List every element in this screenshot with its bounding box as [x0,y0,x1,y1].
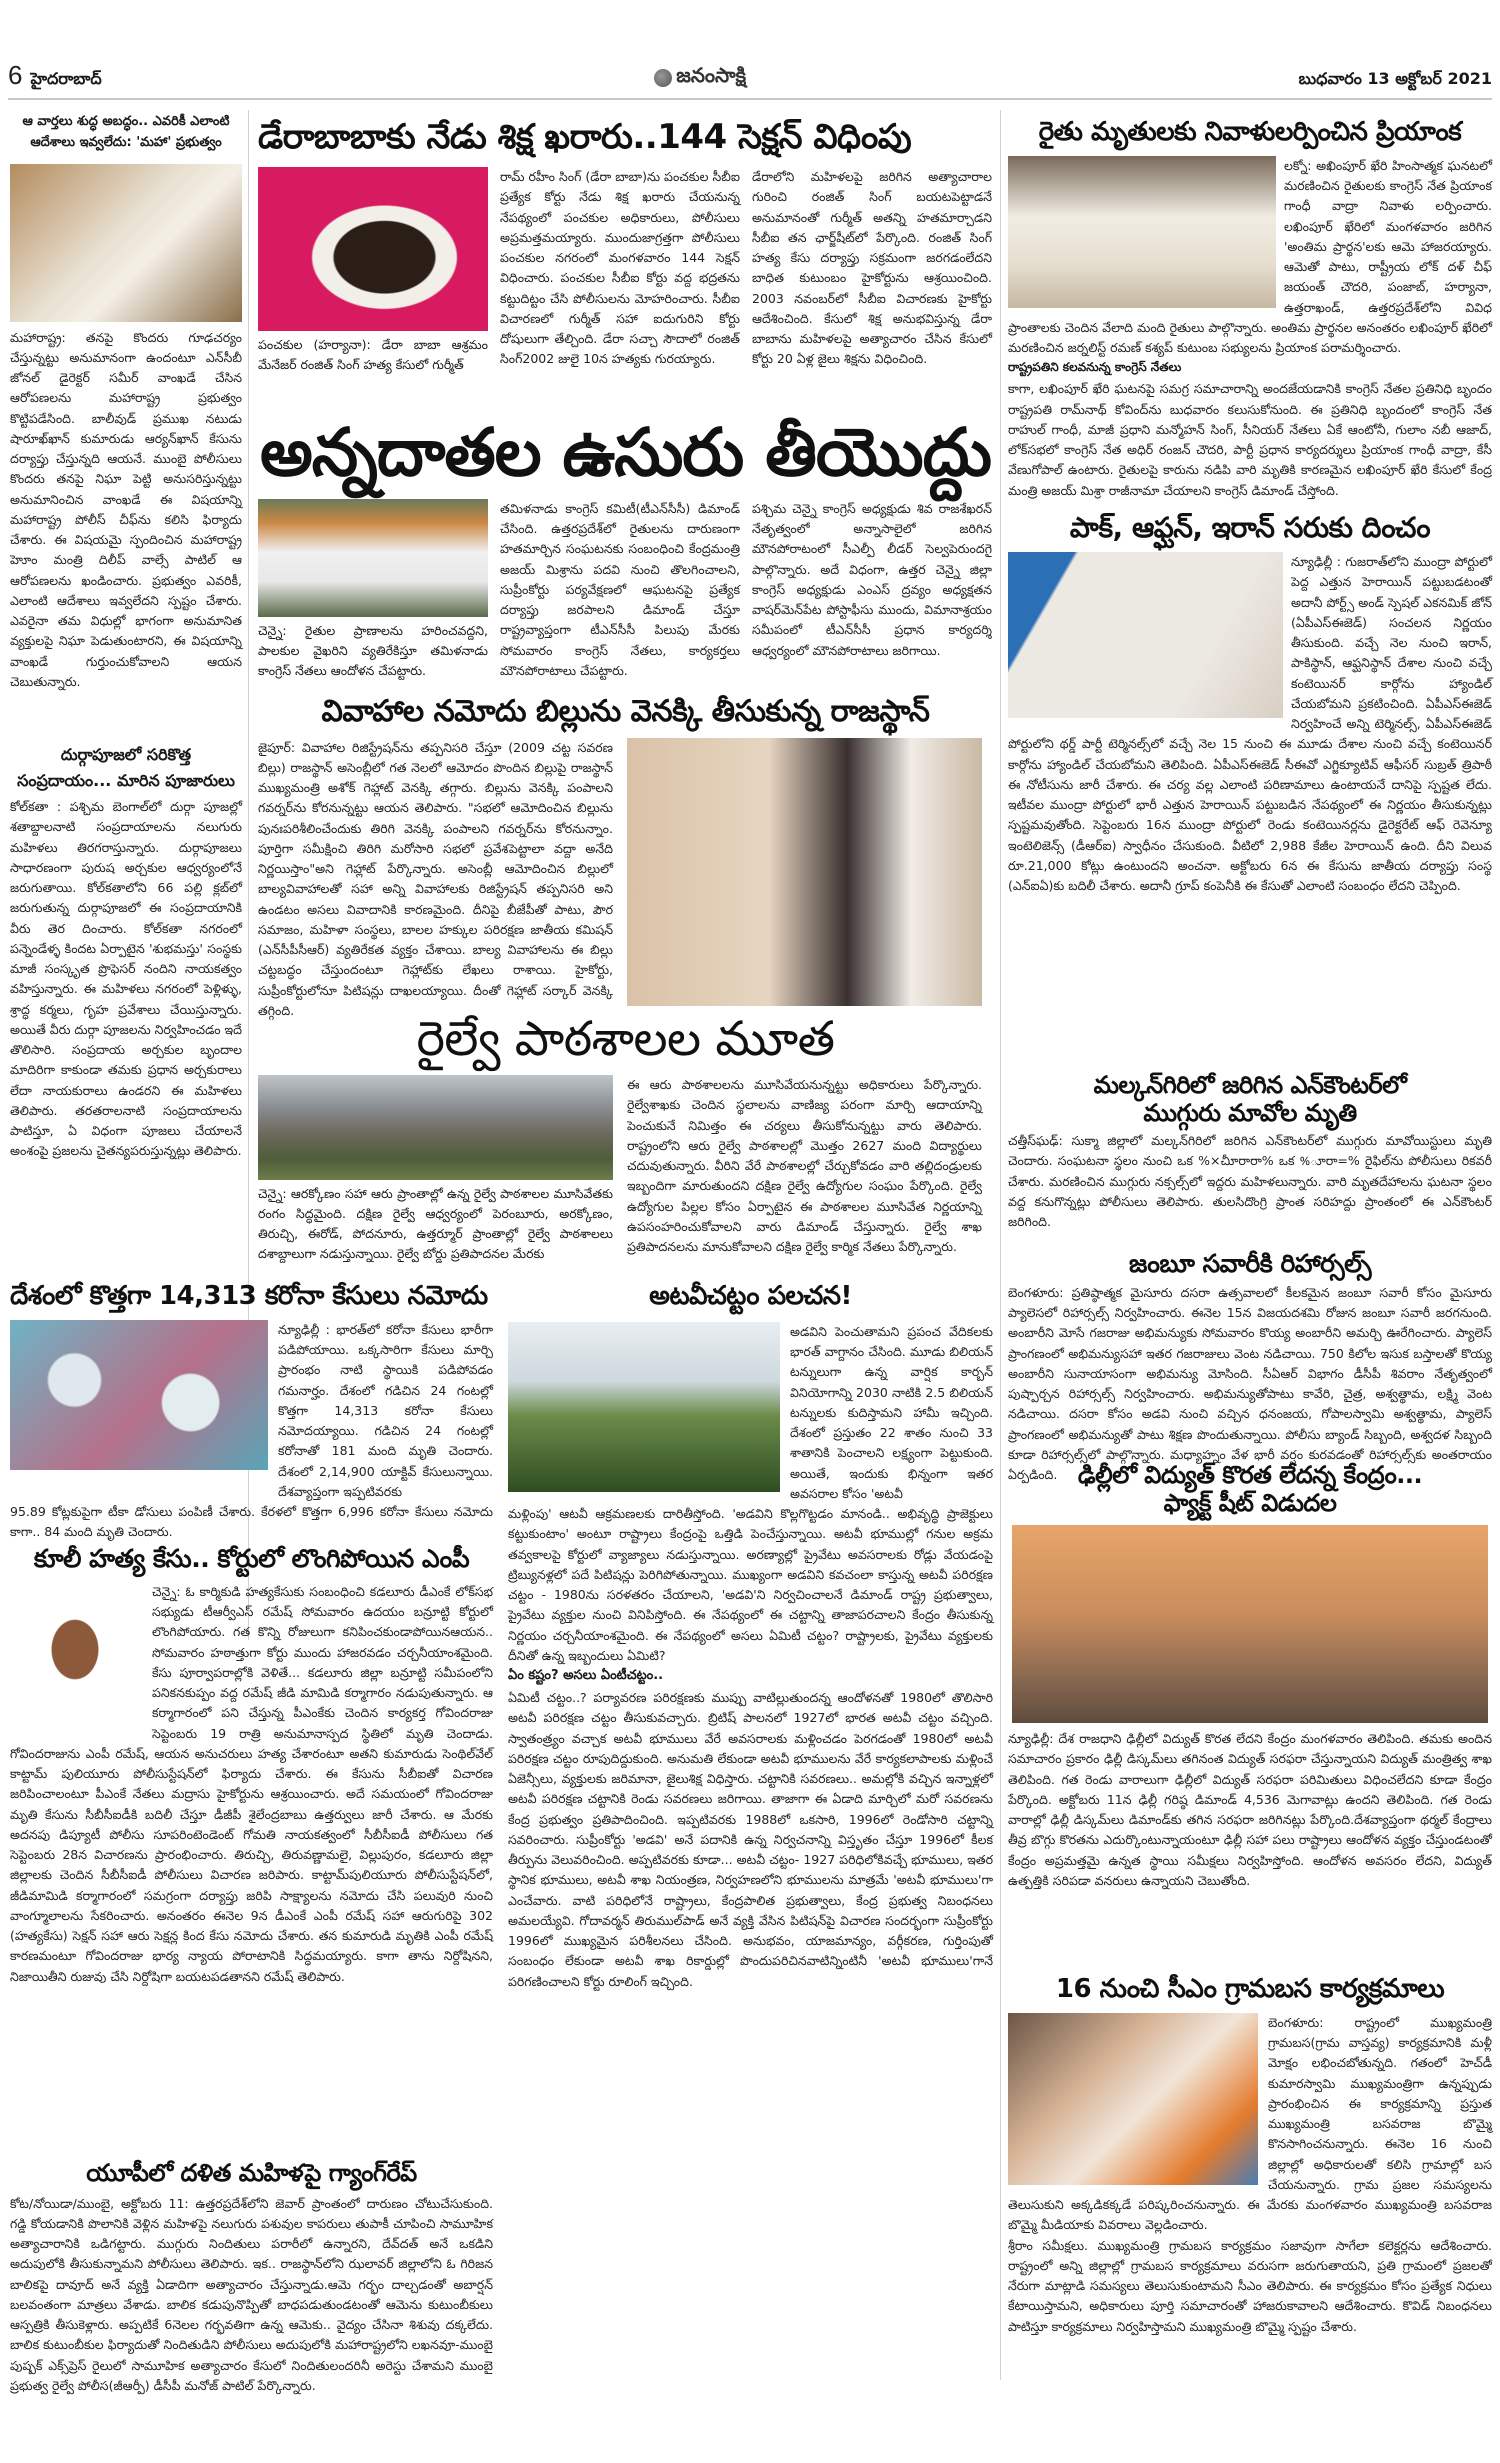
article-up-gangrape [10,2160,493,2396]
article-malkangiri [1008,1072,1492,1232]
article-priyanka [1008,118,1492,501]
article-delhi-power [1008,1462,1492,1891]
article-headline: రైతు మృతులకు నివాళులర్పించిన ప్రియాంక [1038,117,1462,147]
article-body: తమిళనాడు కాంగ్రెస్ కమిటీ(టీఎన్‌సీసీ) డిమాండ్ చేసింది. ఉత్తరప్రదేశ్‌లో రైతులను దారుణంగా హతమార్చిన సంఘటనకు సంబంధించి కేంద్రమంత్రి అజయ్ మిశ్రాను పదవి నుంచి తొలగించాలని, సుప్రీంకోర్టు పర్యవేక్షణలో ఆఘటనపై ప్రత్యేక దర్యాప్తు జరపాలని డిమాండ్ చేస్తూ రాష్ట్రవ్యాప్తంగా టీఎన్‌సీసీ పిలుపు మేరకు సోమవారం కాంగ్రెస్ నేతలు, కార్యకర్తలు మౌనపోరాటాలు చేపట్టారు. [500,500,740,678]
article-body: కోల్‌కతా : పశ్చిమ బెంగాల్‌లో దుర్గా పూజల్లో శతాబ్దాలనాటి సంప్రదాయాలను నలుగురు మహిళలు తిరగరాస్తున్నారు. దుర్గాపూజలు సాధారణంగా పురుష అర్చకుల ఆధ్వర్యంలోనే జరుగుతాయి. కోల్‌కతాలోని 66 పల్లి క్లబ్‌లో జరుగుతున్న దుర్గాపూజలో ఈ సంప్రదాయానికి వీరు తెర దించారు. కోల్‌కతా నగరంలో పన్నెండేళ్ళ కిందట ఏర్పాటైన 'శుభమస్తు' సంస్థకు మాజీ సంస్కృత ప్రొఫెసర్ నందిని నాయకత్వం వహిస్తున్నారు. ఈ మహిళలు నగరంలో పెళ్లిళ్ళు, శ్రాద్ధ కర్మలు, గృహ ప్రవేశాలు చేయిస్తున్నారు. అయితే వీరు దుర్గా పూజలను నిర్వహించడం ఇదే తొలిసారి. సంప్రదాయ అర్చకుల బృందాల మాదిరిగా కాకుండా తమకు ప్రధాన అర్చకురాలు లేదా నాయకురాలు ఉండరని ఈ మహిళలు తెలిపారు. తరతరాలనాటి సంప్రదాయాలను పాటిస్తూ, ఏ విధంగా పూజలు చేయాలనే అంశంపై ప్రజలను చైతన్యపరుస్తున్నట్లు తెలిపారు. [10,799,242,1159]
article-headline: ఢిల్లీలో విద్యుత్ కొరత లేదన్న కేంద్రం... [1077,1461,1423,1489]
article-body: రామ్ రహీం సింగ్ (డేరా బాబా)ను పంచకుల సీబీఐ ప్రత్యేక కోర్టు నేడు శిక్ష ఖరారు చేయనున్న నేపథ్యంలో పంచకుల అధికారులు, పోలీసులు అప్రమత్తమయ్యారు. ముందుజాగ్రత్తగా పోలీసులు పంచకుల నగరంలో మంగళవారం 144 సెక్షన్ విధించారు. పంచకుల సీబీఐ కోర్టు వద్ద భద్రతను కట్టుదిట్టం చేసి పోలీసులను మోహరించారు. సీబీఐ విచారణలో గుర్మీత్ సహా ఐదుగురిని కోర్టు దోషులుగా తేల్చింది. డేరా సచ్చా సౌదాలో రంజిత్ సింగ్‌2002 జులై 10న హత్యకు గురయ్యారు. [500,169,740,367]
forest-aerial-photo [508,1322,780,1492]
article-headline: రైల్వే పాఠశాలల మూత [416,1011,835,1067]
article-body: న్యూఢిల్లీ: దేశ రాజధాని ఢిల్లీలో విద్యుత్ కొరత లేదని కేంద్రం మంగళవారం తెలిపింది. తమకు అందిన సమాచారం ప్రకారం ఢిల్లీ డిస్కమ్‌లు తగినంత విద్యుత్ సరఫరా చేస్తున్నాయని విద్యుత్ మంత్రిత్వ శాఖ తెలిపింది. గత రెండు వారాలుగా ఢిల్లీలో విద్యుత్ సరఫరా పరిమితులు విధించలేదని కూడా కేంద్రం పేర్కొంది. అక్టోబరు 11న ఢిల్లీ గరిష్ఠ డిమాండ్ 4,536 మెగావాట్లు ఉందని తెలిపింది. గత రెండు వారాల్లో ఢిల్లీ డిస్కమ్‌లు డిమాండ్‌కు తగిన సరఫరా జరిగినట్లు పేర్కొంది.దేశవ్యాప్తంగా థర్మల్ కేంద్రాలు తీవ్ర బొగ్గు కొరతను ఎదుర్కొంటున్నాయంటూ ఢిల్లీ సహా పలు రాష్ట్రాలు ఆందోళన వ్యక్తం చేస్తుండటంతో కేంద్రం అప్రమత్తమై ఉన్నత స్థాయి సమీక్షలు నిర్వహిస్తోంది. ఆందోళన అవసరం లేదని, విద్యుత్ ఉత్పత్తికి సరిపడా వనరులు ఉన్నాయని చెబుతోంది. [1008,1731,1492,1888]
publication-date: బుధవారం 13 అక్టోబర్ 2021 [1298,69,1492,88]
page-number: 6 [8,60,23,90]
photo-caption: చెన్నై: రైతుల ప్రాణాలను హరించవద్దని, పాలకుల వైఖరిని వ్యతిరేకిస్తూ తమిళనాడు కాంగ్రెస్ నేతలు ఆందోళన చేపట్టారు. [258,622,488,678]
officer-photo [10,164,242,322]
article-body: కోట/నోయిడా/ముంబై, అక్టోబరు 11: ఉత్తరప్రదేశ్‌లోని జెవార్ ప్రాంతంలో దారుణం చోటుచేసుకుంది. గడ్డి కోయడానికి పొలానికి వెళ్లిన మహిళపై నలుగురు పశువుల కాపరులు తుపాకీ చూపించి సామూహిక అత్యాచారానికి ఒడిగట్టారు. ముగ్గురు నిందితులు పరారీలో ఉన్నారని, దేవ్‌దత్ అనే ఒకడిని అదుపులోకి తీసుకున్నామని పోలీసులు తెలిపారు. ఇక.. రాజస్థాన్‌లోని ఝలావర్ జిల్లాలోని ఓ గిరిజన బాలికపై దావూద్ అనే వ్యక్తి ఏడాదిగా అత్యాచారం చేస్తున్నాడు.ఆమె గర్భం దాల్చడంతో అబార్షన్ బలవంతంగా మాత్రలు వేశాడు. బాలిక కడుపునొప్పితో బాధపడుతుండటంతో ఆమెను కుటుంబీకులు ఆస్పత్రికి తీసుకెళ్లారు. అప్పటికే 6నెలల గర్భవతిగా ఉన్న ఆమెకు.. వైద్యం చేసినా శిశువు దక్కలేదు. బాలిక కుటుంబీకుల ఫిర్యాదుతో నిందితుడిని పోలీసులు అదుపులోకి మహారాష్ట్రలోని లఖనవూ-ముంబై పుష్పక్ ఎక్స్‌ప్రెస్ రైలులో సామూహిక అత్యాచారం కేసులో నిందితులందరినీ అరెస్టు చేశామని ముంబై ప్రభుత్వ రైల్వే పోలీస(జీఆర్పీ) డీసీపీ మనోజ్ పాటిల్ పేర్కొన్నారు. [10,2195,493,2393]
dera-baba-photo [258,167,488,331]
article-headline: పాక్, ఆఫ్ఘన్, ఇరాన్ సరుకు దించం [1069,511,1431,544]
article-headline: ఫ్యాక్ట్ షీట్ విడుదల [1163,1488,1337,1517]
article-body: చెన్నై: ఓ కార్మికుడి హత్యకేసుకు సంబంధించి కడలూరు డీఎంకే లోక్‌సభ సభ్యుడు టీఆర్వీఎస్ రమేష్ సోమవారం ఉదయం బన్రూట్టి కోర్టులో లొంగిపోయారు. గత కొన్ని రోజులుగా కనిపించకుండాపోయినఆయన.. సోమవారం హఠాత్తుగా కోర్టు ముందు హాజరవడం చర్చనీయాంశమైంది. కేసు పూర్వాపరాల్లోకి వెళితే... కడలూరు జిల్లా బన్రూట్టి సమీపంలోని పనికనకుప్పం వద్ద రమేష్ జీడి మామిడి కర్మాగారం నడుపుతున్నారు. ఆ కర్మాగారంలో పని చేస్తున్న పీఎంకేకు చెందిన కార్యకర్త గోవిందరాజు సెప్టెంబరు 19 రాత్రి అనుమానాస్పద స్థితిలో మృతి చెందాడు. గోవిందరాజును ఎంపీ రమేష్, ఆయన అనుచరులు హత్య చేశారంటూ అతని కుమారుడు సెంథిల్‌వేల్ కాట్టామ్ పులియూరు పోలీసుస్టేషన్‌లో ఫిర్యాదు చేశారు. ఈ కేసును సీబీఐతో విచారణ జరిపించాలంటూ పీఎంకే నేతలు మద్రాసు హైకోర్టును ఆశ్రయించారు. అదే సమయంలో గోవిందరాజు మృతి కేసును సీబీసీఐడీకి బదిలీ చేస్తూ డీజీపీ శైలేంద్రబాబు ఉత్తర్వులు జారీ చేశారు. ఆ మేరకు అదనపు డిప్యూటీ పోలీసు సూపరింటెండెంట్ గోమతి నాయకత్వంలో సీబీసీఐడీ పోలీసులు గత సెప్టెంబరు 28న విచారణను ప్రారంభించారు. తిరుచ్చి, తిరువణ్ణామలై, విల్లుపురం, కడలూరు జిల్లా జిల్లాలకు చెందిన సీబీసీఐడీ పోలీసులు విచారణ జరిపారు. కాట్టామ్‌పులియూరు పోలీసుస్టేషన్‌లో, జీడిమామిడి కర్మాగారంలో సమగ్రంగా దర్యాప్తు జరిపి సాక్ష్యాలను నమోదు చేసి పలువురి నుంచి వాంగ్మూలాలను సేకరించారు. అనంతరం ఈనెల 9న డీఎంకే ఎంపీ రమేష్ సహా ఆరుగురిపై 302 (హత్యకేసు) సెక్షన్ సహా ఆరు సెక్షన్ల కింద కేసు నమోదు చేశారు. తన కుమారుడి మృతికి ఎంపీ రమేష్ కారణమంటూ గోవిందరాజు భార్య న్యాయ పోరాటానికి సిద్ధమయ్యారు. కాగా తాను నిర్దోషినని, నిజాయితీని రుజువు చేసి నిర్దోషిగా బయటపడతానని రమేష్ తెలిపారు. [10,1583,493,1984]
article-headline: యూపీలో దళిత మహిళపై గ్యాంగ్‌రేప్ [86,2159,417,2187]
section-name: హైదరాబాద్ [30,69,102,88]
article-railway-schools [258,1012,993,1264]
article-body: మహారాష్ట్ర: తనపై కొందరు గూఢచర్యం చేస్తున్నట్టు అనుమానంగా ఉందంటూ ఎన్‌సీబీ జోనల్ డైరెక్టర్ సమీర్ వాంఖడే చేసిన ఆరోపణలను మహారాష్ట్ర ప్రభుత్వం కొట్టిపడేసింది. బాలీవుడ్ ప్రముఖ నటుడు షారూఖ్‌ఖాన్ కుమారుడు ఆర్యన్‌ఖాన్ కేసును దర్యాప్తు చేస్తున్నది ఆయనే. ముంబై పోలీసులు కొందరు తనపై నిఘా పెట్టి అనుసరిస్తున్నట్టు అనుమానించిన వాంఖడే ఈ విషయాన్ని మహారాష్ట్ర పోలీస్ చీఫ్‌ను కలిసి ఫిర్యాదు చేశారు. ఈ విషయమై స్పందించిన మహారాష్ట్ర హెూం మంత్రి దిలీప్ వాల్సే పాటిల్ ఆ ఆరోపణలను ఖండించారు. ప్రభుత్వం ఎవరికీ, ఎలాంటి ఆదేశాలు ఇవ్వలేదని స్పష్టం చేశారు. ఎవరైనా తమ విధుల్లో భాగంగా అనుమానిత వ్యక్తులపై నిఘా పెడుతుంటారని, ఈ విషయాన్ని వాంఖడే గుర్తుంచుకోవాలని ఆయన చెబుతున్నారు. [10,329,242,689]
article-body: మళ్లింపు' ఆటవీ ఆక్రమణలకు దారితీస్తోంది. 'అడవిని కొల్లగొట్టడం మానండి.. అభివృద్ధి ప్రాజెక్టులు కట్టుకుంటాం' అంటూ రాష్ట్రాలు కేంద్రంపై ఒత్తిడి పెంచేస్తున్నాయి. అటవీ భూముల్లో గనుల అక్రమ తవ్వకాలపై కోర్టులో వ్యాజ్యాలు నడుస్తున్నాయి. అరణ్యాల్లో ప్రైవేటు అవసరాలకు రోడ్లు వేయడంపై ట్రిబ్యునళ్లలో పదే పిటిషన్లు పెరిగిపోతున్నాయి. ముఖ్యంగా అడవిని కవచంలా కాస్తున్న అటవీ పరిరక్షణ చట్టం - 1980ను సరళతరం చేయాలని, 'అడవి'ని నిర్వచించాలనే డిమాండ్ రాష్ట్ర ప్రభుత్వాలు, ప్రైవేటు వ్యక్తుల నుంచి వినిపిస్తోంది. ఈ నేపథ్యంలో ఈ చట్టాన్ని తాజాపరచాలని కేంద్రం తీసుకున్న నిర్ణయం చర్చనీయాంశమైంది. ఈ నేపథ్యంలో అసలు ఏమిటీ చట్టం? రాష్ట్రాలకు, ప్రైవేటు వ్యక్తులకు దీనితో ఉన్న ఇబ్బందులు ఏమిటి? [508,1506,993,1663]
article-headline: సంప్రదాయం... మారిన పూజారులు [17,770,235,790]
masthead [8,60,1492,100]
article-adani-port [1008,512,1492,896]
logo-emblem-icon [654,69,672,87]
article-body: డేరాలోని మహిళలపై జరిగిన అత్యాచారాల గురించి రంజిత్ సింగ్ బయటపెట్టాడనే అనుమానంతో గుర్మీత్ అతన్ని హతమార్చాడని సీబీఐ తన ఛార్జ్‌షీట్‌లో పేర్కొంది. రంజిత్ సింగ్ హత్య కేసు దర్యాప్తు సక్రమంగా జరగడంలేదని బాధిత కుటుంబం హైకోర్టును ఆశ్రయించింది. 2003 నవంబర్‌లో సీబీఐ విచారణకు హైకోర్టు ఆదేశించింది. కేసులో శిక్ష అనుభవిస్తున్న డేరా బాబాను మహిళలపై అత్యాచారం చేసిన కేసులో కోర్టు 20 ఏళ్ల జైలు శిక్షను విధించింది. [752,169,992,367]
column-divider [1000,110,1001,2380]
gehlot-photo [627,738,982,1006]
article-wankhede [10,112,242,692]
priyanka-prayer-photo [1008,156,1276,308]
brand-logo [654,63,746,92]
article-subhead: ఏం కష్టం? అసలు ఏంటీచట్టం.. [508,1668,664,1684]
article-body: బెంగళూరు: ప్రతిష్ఠాత్మక మైసూరు దసరా ఉత్సవాలలో కీలకమైన జంబూ సవారీ కోసం మైసూరు ప్యాలెసలో రిహార్సల్స్ నిర్వహించారు. ఈనెల 15న విజయదశమి రోజున జంబూ సవారీ జరగనుంది. అంబారీని మోసే గజరాజు అభిమన్యుకు సోమవారం కొయ్య అంబారీని అమర్చి ఊరేగించారు. ప్యాలెస్ ప్రాంగణంలో అభిమన్యుసహా ఇతర గజరాజులు వెంట నడిచాయి. 750 కిలోల ఇసుక బస్తాలతో కొయ్య అంబారీని సునాయాసంగా అభిమన్యు మోసింది. సీఏఆర్ విభాగం డీసీపీ శివరాం నేతృత్వంలో పుష్పార్చన రిహార్సల్స్ నిర్వహించారు. అభిమన్యుతోపాటు కావేరి, చైత్ర, అశ్వత్థామ, లక్ష్మి వెంట నడిచాయి. దసరా కోసం అడవి నుంచి వచ్చిన ధనంజయ, గోపాలస్వామి అశ్వత్థామ, ప్యాలెస్ ప్రాంగణంలో అభిమన్యుతో పాటు శిక్షణ పొందుతున్నాయి. పోలీసు బ్యాండ్ సిబ్బంది, అశ్వదళ సిబ్బంది కూడా రిహార్సల్స్‌లో పాల్గొన్నారు. మధ్యాహ్నం వేళ భారీ వర్షం కురవడంతో రిహార్సల్స్‌కు అంతరాయం ఏర్పడింది. [1008,1284,1492,1482]
article-subhead: రాష్ట్రపతిని కలవనున్న కాంగ్రెస్ నేతలు [1008,360,1182,375]
article-headline: ముగ్గురు మావోల మృతి [1143,1098,1357,1127]
article-annadata [258,415,993,681]
article-body: పశ్చిమ చెన్నై కాంగ్రెస్ అధ్యక్షుడు శివ రాజశేఖరన్ నేతృత్వంలో అన్నాసాలైలో జరిగిన మౌనపోరాటంలో సీఎల్పీ లీడర్ సెల్వపెరుందగై పాల్గొన్నారు. అదే విధంగా, ఉత్తర చెన్నై జిల్లా కాంగ్రెస్ అధ్యక్షుడు ఎంఎస్ ద్రవ్యం అధ్యక్షతన వాషర్‌మెన్‌పేట పోస్టాఫీసు ముందు, విమానాశ్రయం సమీపంలో టీఎన్‌సీసీ ప్రధాన కార్యదర్శి ఆధ్వర్యంలో మౌనపోరాటాలు జరిగాయి. [752,500,992,658]
article-rajasthan-bill [258,695,993,1021]
article-headline: వివాహాల నమోదు బిల్లును వెనక్కి తీసుకున్న రాజస్థాన్ [321,694,930,729]
article-forest-act [508,1282,993,1992]
article-body: ఈ ఆరు పాఠశాలలను మూసివేయనున్నట్టు అధికారులు పేర్కొన్నారు. రైల్వేశాఖకు చెందిన స్థలాలను వాణిజ్య పరంగా మార్చి ఆదాయాన్ని పెంచుకునే నిమిత్తం ఈ చర్యలు తీసుకోనున్నట్టు వారు తెలిపారు. రాష్ట్రంలోని ఆరు రైల్వే పాఠశాలల్లో మొత్తం 2627 మంది విద్యార్థులు చదువుతున్నారు. వీరిని వేరే పాఠశాలల్లో చేర్చుకోవడం వారి తల్లిదండ్రులకు ఇబ్బందిగా మారుతుందని దక్షిణ రైల్వే ఉద్యోగుల సంఘం పేర్కొంది. రైల్వే ఉద్యోగుల పిల్లల కోసం ఏర్పాటైన ఈ పాఠశాలల మూసివేత నిర్ణయాన్ని ఉపసంహరించుకోవాలని వారు డిమాండ్ చేస్తున్నారు. రైల్వే శాఖ ప్రతిపాదనలను మానుకోవాలని దక్షిణ రైల్వే కార్మిక నేతలు పేర్కొన్నారు. [627,1077,982,1255]
article-body-tail: 95.89 కోట్లకుపైగా టీకా డోసులు పంపిణీ చేశారు. కేరళలో కొత్తగా 6,996 కరోనా కేసులు నమోదు కాగా.. 84 మంది మృతి చెందారు. [10,1504,493,1540]
article-body: న్యూఢిల్లీ : గుజరాత్‌లోని ముంద్రా పోర్టులో పెద్ద ఎత్తున హెరాయిన్ పట్టుబడటంతో అదానీ పోర్ట్స్ అండ్ స్పెషల్ ఎకనమిక్ జోన్ (ఏపీఎస్ఈజెడ్) సంచలన నిర్ణయం తీసుకుంది. వచ్చే నెల నుంచి ఇరాన్, పాకిస్థాన్, ఆఫ్ఘనిస్థాన్ దేశాల నుంచి వచ్చే కంటెయినర్ కార్గోను హ్యాండిల్ చేయబోమని ప్రకటించింది. ఏపీఎస్ఈజెడ్ నిర్వహించే అన్ని టెర్మినల్స్, ఏపీఎస్ఈజెడ్ పోర్టులోని థర్డ్ పార్టీ టెర్మినల్స్‌లో వచ్చే నెల 15 నుంచి ఈ మూడు దేశాల నుంచి వచ్చే కంటెయినర్ కార్గోను హ్యాండిల్ చేయబోమని తెలిపింది. ఏపీఎస్ఈజెడ్ సీఈవో ఎగ్జిక్యూటివ్ ఆఫీసర్ సుబ్రత్ త్రిపాఠీ ఈ నోటీసును జారీ చేశారు. ఈ చర్య వల్ల ఎలాంటి పరిణామాలు ఉంటాయనే దానిపై స్పష్టత లేదు. ఇటీవల ముంద్రా పోర్టులో భారీ ఎత్తున హెరాయిన్ పట్టుబడిన నేపథ్యంలో ఈ నిర్ణయం తీసుకున్నట్లు స్పష్టమవుతోంది. సెప్టెంబరు 16న ముంద్రా పోర్టులో రెండు కంటెయినర్లను డైరెక్టరేట్ ఆఫ్ రెవెన్యూ ఇంటెలిజెన్స్ (డీఆర్ఐ) స్వాధీనం చేసుకుంది. వీటిలో 2,988 కేజీల హెరాయిన్ ఉంది. దీని విలువ రూ.21,000 కోట్లు ఉంటుందని అంచనా. అక్టోబరు 6న ఈ కేసును జాతీయ దర్యాప్తు సంస్థ (ఎన్ఐఏ)కు బదిలీ చేశారు. అదానీ గ్రూప్ కంపెనీకి ఈ కేసుతో ఎలాంటి సంబంధం లేదని చెప్పింది. [1008,554,1492,894]
article-headline: 16 నుంచి సీఎం గ్రామబస కార్యక్రమాలు [1055,1974,1445,2004]
photo-caption: పంచకుల (హర్యానా): డేరా బాబా ఆశ్రమం మేనేజర్ రంజిత్ సింగ్ హత్య కేసులో గుర్మీత్ [258,337,488,373]
cm-bommai-photo [1008,2013,1258,2185]
article-body: బెంగళూరు: రాష్ట్రంలో ముఖ్యమంత్రి గ్రామబస(గ్రామ వాస్తవ్య) కార్యక్రమానికి మళ్లీ మోక్షం లభించబోతున్నది. గతంలో హెచ్‌డీ కుమారస్వామి ముఖ్యమంత్రిగా ఉన్నప్పుడు ప్రారంభించిన ఈ కార్యక్రమాన్ని ప్రస్తుత ముఖ్యమంత్రి బసవరాజ బొమ్మై కొనసాగించనున్నారు. ఈనెల 16 నుంచి జిల్లాల్లో అధికారులతో కలిసి గ్రామాల్లో బస చేయనున్నారు. గ్రామ ప్రజల సమస్యలను తెలుసుకుని అక్కడికక్కడే పరిష్కరించనున్నారు. ఈ మేరకు మంగళవారం ముఖ్యమంత్రి బసవరాజ బొమ్మై మీడియాకు వివరాలు వెల్లడించారు. [1008,2014,1492,2233]
article-headline: దేశంలో కొత్తగా 14,313 కరోనా కేసులు నమోదు [10,1281,488,1311]
photo-caption: చెన్నై: ఆరక్కోణం సహా ఆరు ప్రాంతాల్లో ఉన్న రైల్వే పాఠశాలల మూసివేతకు రంగం సిద్ధమైంది. దక్షిణ రైల్వే ఆధ్వర్యంలో పెరంబూరు, అరక్కోణం, తిరుచ్చి, ఈరోడ్, పోదనూరు, ఉత్తర్మూర్ ప్రాంతాల్లో రైల్వే పాఠశాలలు దశాబ్దాలుగా నడుస్తున్నాయి. రైల్వే బోర్డు ప్రతిపాదనల మేరకు [258,1186,613,1262]
article-dera-baba [258,118,993,375]
article-corona [10,1282,493,1543]
article-body-tail: శ్రీరాం సమీక్షలు. ముఖ్యమంత్రి గ్రామబస కార్యక్రమం సజావుగా సాగేలా కలెక్టర్లను ఆదేశించారు. రాష్ట్రంలో అన్ని జిల్లాల్లో గ్రామబస కార్యక్రమాలు వరుసగా జరుగుతాయని, ప్రతి గ్రామంలో ప్రజలతో నేరుగా మాట్లాడి సమస్యలు తెలుసుకుంటామని సీఎం తెలిపారు. ఈ కార్యక్రమం కోసం ప్రత్యేక నిధులు కేటాయిస్తామని, అధికారులు పూర్తి సమాచారంతో హాజరుకావాలని ఆదేశించారు. కొవిడ్ నిబంధనలు పాటిస్తూ కార్యక్రమాలు నిర్వహిస్తామని ముఖ్యమంత్రి బొమ్మై స్పష్టం చేశారు. [1008,2237,1492,2334]
article-body: కాగా, లఖింపూర్ ఖేరి ఘటనపై సమగ్ర సమాచారాన్ని అందజేయడానికి కాంగ్రెస్ నేతల ప్రతినిధి బృందం రాష్ట్రపతి రామ్‌నాథ్ కోవింద్‌ను బుధవారం కలుసుకోనుంది. ఈ ప్రతినిధి బృందంలో కాంగ్రెస్ నేత రాహుల్ గాంధీ, మాజీ ప్రధాని మన్మోహన్ సింగ్, సీనియర్ నేతలు ఏకే ఆంటోనీ, గులాం నబీ ఆజాద్, లోక్‌సభలో కాంగ్రెస్ నేత అధిర్ రంజన్ చౌదరి, పార్టీ ప్రధాన కార్యదర్శులు ప్రియాంక గాంధీ వాద్రా, కేసీ వేణుగోపాల్ ఉంటారు. రైతులపై కారును నడిపి వారి మృతికి కారణమైన లఖింపూర్ ఖేరి కేసులో కేంద్ర మంత్రి అజయ్ మిశ్రా రాజీనామా చేయాలని కాంగ్రెస్ డిమాండ్ చేస్తోంది. [1008,381,1492,498]
article-mp-surrender [10,1545,493,1987]
article-gramabasa [1008,1975,1492,2337]
article-headline: కూలీ హత్య కేసు.. కోర్టులో లొంగిపోయిన ఎంపీ [33,1544,470,1573]
article-headline: అటవీచట్టం పలచన! [649,1281,852,1311]
article-headline: అన్నదాతల ఉసురు తీయొద్దు [259,414,992,491]
heroin-seizure-photo [1008,552,1283,718]
article-body: న్యూఢిల్లీ : భారత్‌లో కరోనా కేసులు భారీగా పడిపోయాయి. ఒక్కసారిగా కేసులు మార్చి ప్రారంభం నాటి స్థాయికి పడిపోవడం గమనార్హం. దేశంలో గడిచిన 24 గంటల్లో కొత్తగా 14,313 కరోనా కేసులు నమోదయ్యాయి. గడిచిన 24 గంటల్లో కరోనాతో 181 మంది మృతి చెందారు. దేశంలో 2,14,900 యాక్టివ్ కేసులున్నాయి. దేశవ్యాప్తంగా ఇప్పటివరకు [278,1321,493,1499]
article-headline: డేరాబాబాకు నేడు శిక్ష ఖరారు..144 సెక్షన్ విధింపు [258,117,912,157]
article-headline: ఆ వార్తలు శుద్ధ అబద్ధం.. ఎవరికీ ఎలాంటి [22,114,230,129]
article-durga-pooja [10,742,242,1162]
article-body: అడవిని పెంచుతామని ప్రపంచ వేదికలకు భారత్ వాగ్దానం చేసింది. మూడు బిలియన్ టన్నులుగా ఉన్న వార్షిక కార్బన్ వినియోగాన్ని 2030 నాటికి 2.5 బిలియన్ టన్నులకు కుదిస్తామని హామీ ఇచ్చింది. దేశంలో ప్రస్తుతం 22 శాతం నుంచి 33 శాతానికి పెంచాలని లక్ష్యంగా పెట్టుకుంది. అయితే, ఇందుకు భిన్నంగా ఇతర అవసరాల కోసం 'అటవీ [790,1323,993,1501]
article-headline: మల్కన్‌గిరిలో జరిగిన ఎన్‌కౌంటర్‌లో [1093,1071,1407,1099]
masthead-left [8,60,102,92]
article-body: లక్నో: అఖింపూర్ ఖేరి హింసాత్మక ఘనటలో మరణించిన రైతులకు కాంగ్రెస్ నేత ప్రియాంక గాంధీ వాద్రా నివాళు లర్పించారు. లఖింపూర్ ఖేరిలో మంగళవారం జరిగిన 'అంతిమ ప్రార్థన'లకు ఆమె హాజరయ్యారు. ఆమెతో పాటు, రాష్ట్రీయ లోక్ దళ్ చీఫ్ జయంత్ చౌదరి, పంజాబ్, హర్యానా, ఉత్తరాఖండ్, ఉత్తరప్రదేశ్‌లోని వివిధ ప్రాంతాలకు చెందిన వేలాది మంది రైతులు పాల్గొన్నారు. అంతిమ ప్రార్థనల అనంతరం లఖింపూర్ ఖేరిలో మరణించిన జర్నలిస్ట్ రమణ్ కశ్యప్ కుటుంబ సభ్యులను ప్రియాంక పరామర్శించారు. [1008,157,1492,356]
virus-illustration [10,1320,268,1470]
power-pylons-photo [1012,1525,1488,1723]
article-headline: జంబూ సవారీకి రిహార్సల్స్ [1129,1249,1371,1278]
article-jumbo-savari [1008,1250,1492,1485]
article-body: ఏమిటీ చట్టం..? పర్యావరణ పరిరక్షణకు ముప్పు వాటిల్లుతుందన్న ఆందోళనతో 1980లో తొలిసారి అటవీ పరిరక్షణ చట్టం తీసుకువచ్చారు. బ్రిటిష్ పాలనలో 1927లో భారత అటవీ చట్టం వచ్చింది. స్వాతంత్ర్యం వచ్చాక అటవీ భూములు వేరే అవసరాలకు మళ్లించడం పెరగడంతో 1980లో అటవీ పరిరక్షణ చట్టం రూపుదిద్దుకుంది. అనుమతి లేకుండా అటవీ భూములను వేరే కార్యకలాపాలకు మళ్లించే ఏజెన్సీలు, వ్యక్తులకు జరిమానా, జైలుశిక్ష విధిస్తారు. చట్టానికి సవరణలు.. అమల్లోకి వచ్చిన ఇన్నాళ్లలో అటవీ పరిరక్షణ చట్టానికి రెండు సవరణలు జరిగాయి. తాజాగా ఈ ఏడాది మార్చిలో మరో సవరణను కేంద్ర ప్రభుత్వం ప్రతిపాదించింది. ఇప్పటివరకు 1988లో ఒకసారి, 1996లో రెండోసారి చట్టాన్ని సవరించారు. సుప్రీంకోర్టు 'అడవి' అనే పదానికి ఉన్న నిర్వచనాన్ని విస్తృతం చేస్తూ 1996లో కీలక తీర్పును వెలువరించింది. అప్పటివరకు కూడా... అటవీ చట్టం- 1927 పరిధిలోకివచ్చే భూములు, ఇతర స్థానిక భూములు, అటవీ శాఖ నియంత్రణ, నిర్వహణలోని భూములను మాత్రమే 'అటవీ భూములు'గా ఎంచేవారు. వాటి పరిధిలోనే రాష్ట్రాలు, కేంద్రపాలిత ప్రభుత్వాలు, కేంద్ర ప్రభుత్వ నిబంధనలు అమలయ్యేవి. గోదావర్మన్ తిరుముల్‌పాడ్ అనే వ్యక్తి వేసిన పిటిషన్‌పై విచారణ సందర్భంగా సుప్రీంకోర్టు 1996లో ముఖ్యమైన పరిశీలనలు చేసింది. అనుభవం, యాజమాన్యం, వర్గీకరణ, గుర్తింపుతో సంబంధం లేకుండా అటవీ శాఖ రికార్డుల్లో పొందుపరిచినవాటిన్నింటినీ 'అటవీ భూములు'గానే పరిగణించాలని కోర్టు రూలింగ్ ఇచ్చింది. [508,1690,993,1989]
mp-portrait [10,1582,140,1732]
article-body: చత్తీస్‌ఘఢ్: సుక్మా జిల్లాలో మల్కన్‌గిరిలో జరిగిన ఎన్‌కౌంటర్‌లో ముగ్గురు మావోయిస్టులు మృతి చెందారు. సంఘటనా స్థలం నుంచి ఒక %×చీూరారా% ఒక %ూరా=% రైఫిల్‌ను పోలీసులు రికవరీ చేశారు. మరణించిన ముగ్గురు నక్సల్స్‌లో ఇద్దరు మహిళలున్నారు. వారి మృతదేహాలను ఘటనా స్థలం వద్ద కనుగొన్నట్లు పోలీసులు తెలిపారు. తులసిదొంగ్రి ప్రాంత సరిహద్దు ప్రాంతంలో ఈ ఎన్‌కౌంటర్ జరిగింది. [1008,1133,1492,1230]
railway-school-photo [258,1075,613,1180]
article-headline: ఆదేశాలు ఇవ్వలేదు: 'మహా' ప్రభుత్వం [30,134,222,150]
brand-name: జనంసాక్షి [676,63,747,87]
protest-photo [258,499,488,617]
article-headline: దుర్గాపూజలో సరికొత్త [60,745,192,764]
article-body: జైపూర్: వివాహాల రిజిస్ట్రేషన్‌ను తప్పనిసరి చేస్తూ (2009 చట్ట సవరణ బిల్లు) రాజస్థాన్ అసెంబ్లీలో గత నెలలో ఆమోదం పొందిన బిల్లుపై రాజస్థాన్ ముఖ్యమంత్రి అశోక్ గెహ్లాట్ వెనక్కి తగ్గారు. బిల్లును వెనక్కి పంపాలని గవర్నర్‌ను కోరనున్నట్టు ఆయన తెలిపారు. "సభలో ఆమోదించిన బిల్లును పునఃపరిశీలించేందుకు తిరిగి వెనక్కి పంపాలని గవర్నర్‌ను కోరనున్నాం. పూర్తిగా సమీక్షించి తిరిగి మరోసారి సభలో ప్రవేశపెట్టాలా వద్దా అనేది నిర్ణయిస్తాం"అని గెహ్లాట్ పేర్కొన్నారు. అసెంబ్లీ ఆమోదించిన బిల్లులో బాల్యవివాహాలతో సహా అన్ని వివాహాలకు రిజిస్ట్రేషన్ తప్పనిసరి అని ఉండటం అసలు వివాదానికి కారణమైంది. దీనిపై బీజేపీతో పాటు, పౌర సమాజం, మహిళా సంస్థలు, బాలల హక్కుల పరిరక్షణ జాతీయ కమిషన్ (ఎన్‌సీపీసీఆర్) వ్యతిరేకత వ్యక్తం చేశాయి. బాల్య వివాహాలను ఈ బిల్లు చట్టబద్ధం చేస్తుందంటూ గెహ్లాట్‌కు లేఖలు రాశాయి. హైకోర్టు, సుప్రీంకోర్టులోనూ పిటిషన్లు దాఖలయ్యాయి. దీంతో గెహ్లాట్ సర్కార్ వెనక్కి తగ్గింది. [258,739,613,1018]
